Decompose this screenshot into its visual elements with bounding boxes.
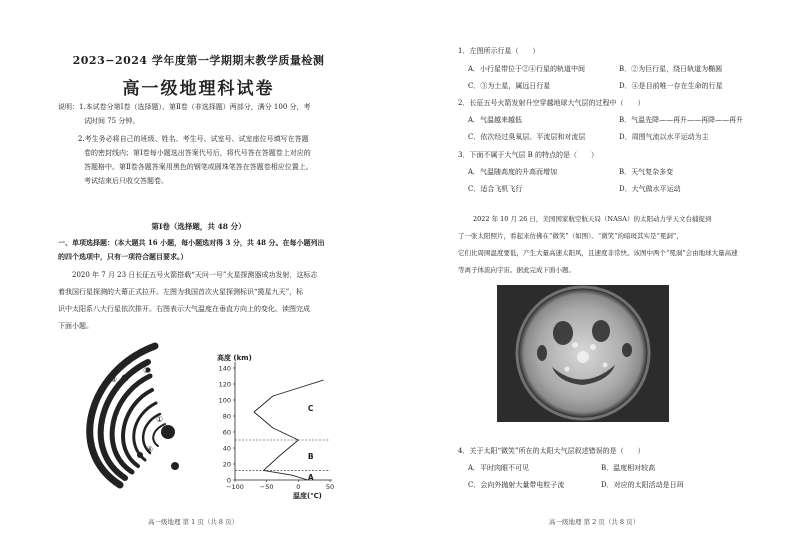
y-tick-label: 40	[222, 444, 231, 453]
passage-line: 识中太阳系八大行星依次排开。右图表示大气温度在垂直方向上的变化。读图完成	[58, 305, 310, 313]
y-tick-label: 20	[222, 460, 231, 469]
layer-label-b: B	[307, 452, 314, 461]
passage-line: 着我国行星探测的大幕正式拉开。左图为我国首次火星探测标识“揽星九天”，标	[58, 288, 304, 296]
y-tick-label: 80	[222, 412, 231, 421]
q2-option-b: B．气温先降——再升——再降——再升	[619, 116, 744, 124]
notes-line: 卷的密封线内；第Ⅰ卷每小题选出答案代号后，将代号答在答题卷上对应的	[84, 149, 311, 157]
q2-option-c: C．依次经过臭氧层、平流层和对流层	[468, 133, 586, 141]
q3-option-d: D．大气做水平运动	[619, 185, 681, 193]
q3-option-a: A．气温随高度的升高而增加	[468, 168, 558, 176]
y-tick-label: 0	[226, 476, 231, 485]
exam-title-line1: 2023−2024 学年度第一学期期末教学质量检测	[72, 54, 325, 67]
y-tick-label: 120	[218, 380, 231, 389]
question-3: 3．下面不属于大气层 B 的特点的是（ ）	[458, 151, 599, 159]
notes-line: 2.考生务必将自己的班级、姓名、考生号、试室号、试室座位号填写在答题	[78, 135, 309, 143]
x-tick-label: 50	[325, 483, 335, 491]
notes-line: 考试结束后只收交答题卷。	[84, 177, 168, 185]
x-tick-label: −100	[226, 483, 244, 491]
part1-heading: 的四个选项中，只有一项符合题目要求。）	[58, 252, 188, 261]
right-footer: 高一级地理 第 2 页（共 8 页）	[549, 518, 640, 526]
layer-label-a: A	[307, 472, 314, 482]
exam-title-line2: 高一级地理科试卷	[122, 79, 275, 99]
y-tick-label: 140	[218, 364, 231, 373]
planet-label: ③	[110, 375, 118, 384]
q4-option-b: B．温度相对较高	[601, 464, 656, 472]
passage-line: 2020 年 7 月 23 日长征五号火箭搭载“天问一号”火星探测器成功发射，这标志	[72, 271, 318, 279]
q1-option-d: D．④是目前唯一存在生命的行星	[619, 82, 723, 90]
chart-ylabel: 高度 (km)	[217, 354, 252, 362]
q2-option-a: A．气温越来越低	[468, 116, 523, 124]
part1-heading: 一、单项选择题：（本大题共 16 小题，每小题选对得 3 分，共 48 分。在每小题列出	[58, 238, 325, 247]
passage-line: 下面小题。	[58, 322, 93, 330]
passage2-line: 了一张太阳照片，看起来仿佛在“微笑”（如图）。“微笑”的暗斑其实是“冕洞”，	[458, 232, 683, 240]
right-page	[397, 0, 794, 549]
q3-option-c: C．适合飞机飞行	[468, 185, 523, 193]
left-footer: 高一级地理 第 1 页（共 8 页）	[148, 518, 239, 526]
y-tick-label: 60	[222, 428, 231, 437]
notes-line: 试时间 75 分钟。	[84, 117, 140, 125]
planet-label: ④	[146, 445, 154, 454]
chart-xlabel: 温度(℃)	[293, 492, 322, 500]
passage2-line: 等离子体流向宇宙。据此完成下面小题。	[458, 266, 575, 274]
q4-option-d: D．对应的太阳活动是日珥	[601, 481, 684, 489]
q1-option-b: B．②为巨行星，绕日轨道为椭圆	[619, 65, 723, 73]
q3-option-b: B．天气复杂多变	[619, 168, 674, 176]
q1-option-a: A．小行星带位于②④行星的轨道中间	[468, 65, 586, 73]
q4-option-c: C．会向外抛射大量带电粒子流	[468, 481, 565, 489]
passage2-line: 它们比周围温度要低，产生大量高速太阳风，且速度非常快。该图中两个“冕洞”会由地球大量高速	[458, 249, 738, 257]
section-title: 第Ⅰ卷（选择题，共 48 分）	[151, 222, 246, 231]
question-2: 2．长征五号火箭发射升空穿越地球大气层的过程中（ ）	[458, 99, 645, 107]
x-tick-label: −50	[259, 483, 274, 491]
atmosphere-temperature-chart	[195, 350, 335, 505]
notes-line: 说明：1.本试卷分第Ⅰ卷（选择题）、第Ⅱ卷（非选择题）两部分，满分 100 分，考	[58, 103, 311, 111]
q2-option-d: D．周围气流以水平运动为主	[619, 133, 709, 141]
planet-logo-figure	[70, 340, 200, 490]
q4-option-a: A．平时肉眼不可见	[468, 464, 530, 472]
question-1: 1．左图所示行星（ ）	[458, 47, 540, 55]
x-tick-label: 0	[296, 483, 301, 491]
planet-label: ②	[143, 366, 151, 375]
notes-line: 答题格中。第Ⅱ卷各题答案用黑色的钢笔或圆珠笔答在答题卷相应位置上。	[84, 163, 313, 171]
q1-option-c: C．③为土星，属远日行星	[468, 82, 551, 90]
planet-label: ①	[156, 415, 164, 424]
layer-label-c: C	[307, 404, 314, 413]
sun-smile-photo	[497, 285, 669, 422]
question-4: 4．关于太阳“微笑”所在的太阳大气层叙述错误的是（ ）	[458, 447, 645, 455]
temperature-curve	[254, 380, 324, 480]
y-tick-label: 100	[218, 396, 231, 405]
passage2-line: 2022 年 10 月 26 日，美国国家航空航天局（NASA）的太阳动力学天文台捕捉到	[473, 215, 712, 223]
